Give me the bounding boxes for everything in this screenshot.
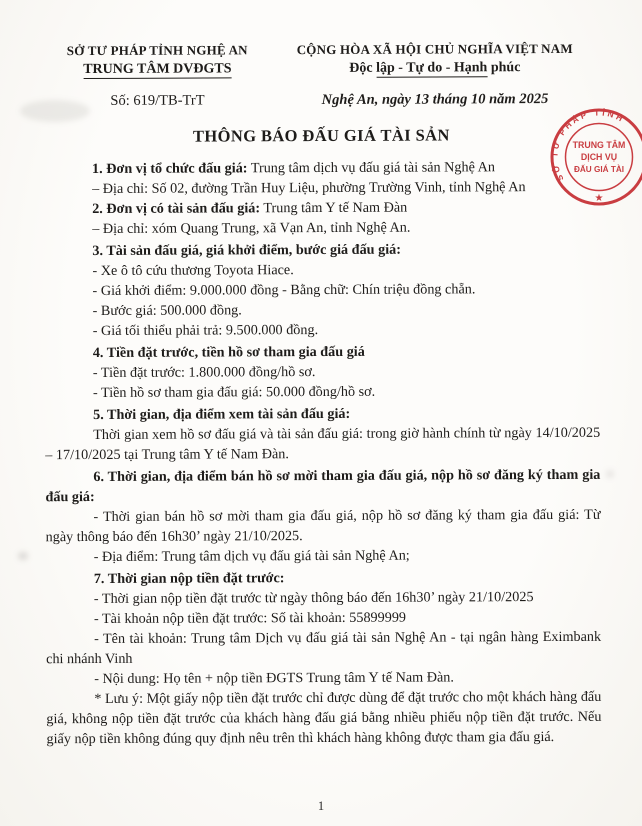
paragraph: - Thời gian bán hồ sơ mời tham gia đấu giá, nộp hồ sơ đăng ký tham gia đấu giá: Từ ngày thông báo đến 16h30’ ngày 21/10/2025. bbox=[45, 506, 601, 546]
place-and-date: Nghệ An, ngày 13 tháng 10 năm 2025 bbox=[321, 91, 549, 109]
paragraph: * Lưu ý: Một giấy nộp tiền đặt trước chỉ được dùng để đặt trước cho một khách hàng đấu giá, không nộp tiền đặt trước của khách hàng đấu giá bằng nhiều phiếu nộp tiền đặt trước. Nếu giấy nộp tiền không đúng quy định nêu trên thì khách hàng không được tham gia đấu giá. bbox=[46, 688, 602, 748]
document-body bbox=[44, 157, 602, 749]
stamp-center-line3: ĐẤU GIÁ TÀI bbox=[573, 165, 625, 174]
paragraph: Thời gian xem hồ sơ đấu giá và tài sản đấu giá: trong giờ hành chính từ ngày 14/10/2025 – 17/10/2025 tại Trung tâm Y tế Nam Đàn. bbox=[45, 424, 601, 464]
paragraph: - Tiền hồ sơ tham gia đấu giá: 50.000 đồng/hồ sơ. bbox=[92, 383, 376, 402]
paragraph: 1. Đơn vị tổ chức đấu giá: Trung tâm dịch vụ đấu giá tài sản Nghệ An bbox=[91, 159, 496, 178]
stamp-star-icon: ★ bbox=[594, 193, 604, 204]
paragraph: – Địa chỉ: Số 02, đường Trần Huy Liệu, phường Trường Vinh, tỉnh Nghệ An bbox=[92, 179, 526, 198]
paragraph-lead: 1. Đơn vị tổ chức đấu giá: bbox=[91, 160, 248, 178]
issuer-block bbox=[43, 42, 271, 78]
stamp-ring-text: SỞ TƯ PHÁP TỈNH bbox=[549, 107, 627, 183]
section-heading bbox=[45, 465, 600, 507]
paragraph: - Xe ô tô cứu thương Toyota Hiace. bbox=[92, 262, 294, 280]
page-number: 1 bbox=[317, 799, 325, 813]
header-sub-row bbox=[44, 91, 599, 110]
stamp-center-line1: TRUNG TÂM bbox=[572, 140, 626, 150]
stamp-center-line2: DỊCH VỤ bbox=[580, 152, 618, 162]
paragraph-lead: 7. Thời gian nộp tiền đặt trước: bbox=[93, 570, 285, 587]
paragraph: 2. Đơn vị có tài sản đấu giá: Trung tâm Y tế Nam Đàn bbox=[92, 199, 408, 218]
paragraph-lead: 2. Đơn vị có tài sản đấu giá: bbox=[92, 200, 261, 218]
scan-smudge bbox=[18, 552, 28, 560]
section-heading bbox=[45, 341, 600, 363]
paragraph-lead: 6. Thời gian, địa điểm bán hồ sơ mời tham gia đấu giá, nộp hồ sơ đăng ký tham gia đấu giá: bbox=[45, 466, 601, 506]
paragraph-lead: 3. Tài sản đấu giá, giá khởi điểm, bước giá đấu giá: bbox=[92, 241, 401, 260]
issuer-organization: TRUNG TÂM DVĐGTS bbox=[83, 61, 232, 78]
document-number: Số: 619/TB-TrT bbox=[110, 92, 205, 109]
document-title: THÔNG BÁO ĐẤU GIÁ TÀI SẢN bbox=[192, 125, 450, 146]
scan-smudge bbox=[606, 470, 614, 478]
paragraph: - Tiền đặt trước: 1.800.000 đồng/hồ sơ. bbox=[92, 364, 316, 382]
paragraph-lead: 5. Thời gian, địa điểm xem tài sản đấu giá: bbox=[93, 405, 351, 424]
section-heading bbox=[46, 567, 601, 589]
paragraph: - Tên tài khoản: Trung tâm Dịch vụ đấu giá tài sản Nghệ An - tại ngân hàng Eximbank chi nhánh Vinh bbox=[46, 628, 602, 668]
paragraph: - Thời gian nộp tiền đặt trước từ ngày thông báo đến 16h30’ ngày 21/10/2025 bbox=[93, 589, 534, 607]
paragraph-lead: 4. Tiền đặt trước, tiền hồ sơ tham gia đấu giá bbox=[92, 343, 365, 362]
paragraph: - Giá khởi điểm: 9.000.000 đồng - Bằng chữ: Chín triệu đồng chẵn. bbox=[92, 281, 476, 300]
paragraph: - Bước giá: 500.000 đồng. bbox=[92, 302, 242, 320]
national-block bbox=[271, 41, 599, 77]
section-heading bbox=[45, 403, 600, 425]
document-header bbox=[43, 41, 598, 78]
national-motto: Độc lập - Tự do - Hạnh phúc bbox=[349, 60, 521, 76]
issuer-department: SỞ TƯ PHÁP TỈNH NGHỆ AN bbox=[66, 42, 248, 59]
paragraph: - Nội dung: Họ tên + nộp tiền ĐGTS Trung tâm Y tế Nam Đàn. bbox=[94, 669, 454, 687]
section-heading bbox=[44, 239, 599, 261]
country-name: CỘNG HÒA XÃ HỘI CHỦ NGHĨA VIỆT NAM bbox=[296, 40, 573, 58]
paragraph: – Địa chỉ: xóm Quang Trung, xã Vạn An, tỉnh Nghệ An. bbox=[92, 219, 411, 238]
paragraph: - Tài khoản nộp tiền đặt trước: Số tài khoản: 55899999 bbox=[93, 609, 407, 627]
paragraph: - Địa điểm: Trung tâm dịch vụ đấu giá tài sản Nghệ An; bbox=[93, 547, 410, 565]
paragraph: - Giá tối thiểu phải trả: 9.500.000 đồng. bbox=[92, 322, 319, 340]
